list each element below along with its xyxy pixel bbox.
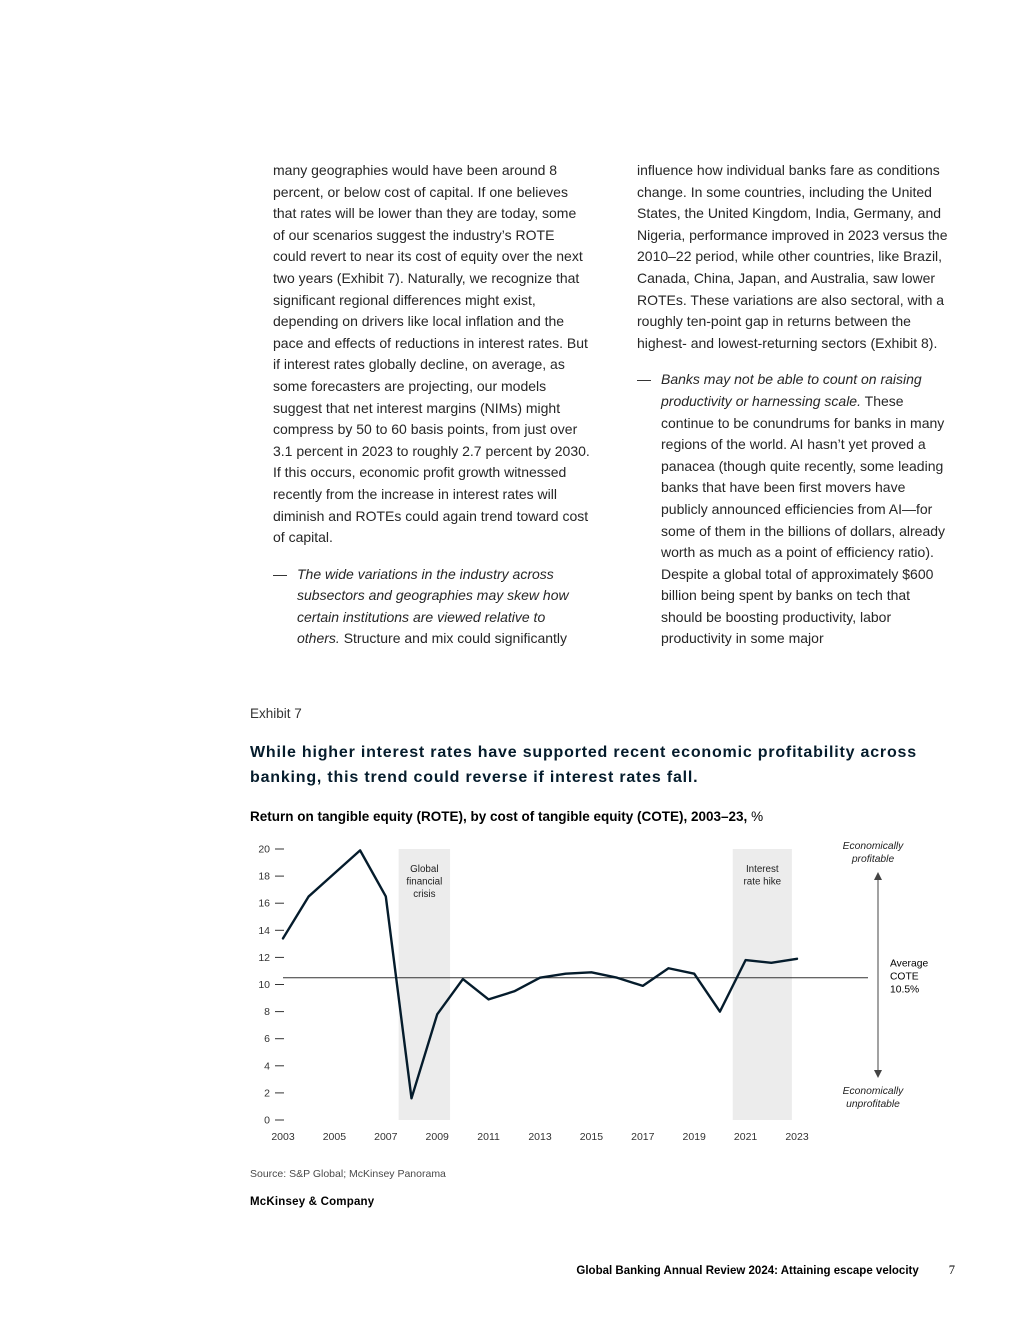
right-column [637, 160, 955, 650]
rote-cote-line-chart [250, 836, 960, 1148]
chart-subtitle [250, 809, 763, 824]
event-band [733, 849, 792, 1120]
x-tick-label: 2023 [785, 1131, 809, 1143]
y-tick-label: 16 [258, 897, 270, 910]
x-tick-label: 2003 [271, 1131, 295, 1143]
body-text-columns [273, 160, 955, 650]
event-band-label: Interest [745, 864, 779, 875]
annotation-economically-profitable: Economically [842, 841, 904, 852]
x-tick-label: 2011 [477, 1131, 500, 1143]
exhibit-label: Exhibit 7 [250, 706, 302, 721]
left-column [273, 160, 591, 650]
page-footer [250, 1263, 955, 1278]
y-tick-label: 10 [258, 979, 270, 991]
annotation-economically-unprofitable: unprofitable [846, 1099, 900, 1110]
average-cote-label: COTE [890, 971, 919, 983]
y-tick-label: 12 [258, 951, 270, 964]
bullet-rest: Structure and mix could significantly [339, 630, 568, 647]
chart-subtitle-unit: % [747, 809, 764, 824]
average-cote-label: Average [890, 958, 929, 970]
body-paragraph: many geographies would have been around 8 percent, or below cost of capital. If one believes that rates will be lower than they are today, some of our scenarios suggest the industry’s ROTE could revert to near its cost of equity over the next two years (Exhibit 7). Naturally, we recognize that significant regional differences might exist, depending on drivers like local inflation and the pace and effects of reductions in interest rates. But if interest rates globally decline, on average, as some forecasters are projecting, our models suggest that net interest margins (NIMs) might compress by 50 to 60 basis points, from just over 3.1 percent in 2023 to roughly 2.7 percent by 2030. If this occurs, economic profit growth witnessed recently from the increase in interest rates will diminish and ROTEs could again trend toward cost of capital. [273, 162, 590, 546]
annotation-economically-unprofitable: Economically [842, 1086, 904, 1097]
source-note: Source: S&P Global; McKinsey Panorama [250, 1168, 446, 1180]
arrow-down-head-icon [874, 1070, 882, 1078]
bullet-dash: — [273, 565, 287, 582]
bullet-lead-italic: The wide variations in the industry across subsectors and geographies may skew how certain institutions are viewed relative to others. [297, 565, 569, 647]
x-tick-label: 2013 [528, 1131, 552, 1143]
bullet-dash: — [637, 371, 651, 388]
y-tick-label: 20 [258, 843, 270, 856]
chart-subtitle-bold: Return on tangible equity (ROTE), by cost of tangible equity (COTE), 2003–23, [250, 809, 748, 824]
event-band-label: financial [406, 876, 443, 888]
y-tick-label: 4 [264, 1060, 270, 1073]
y-tick-label: 18 [258, 870, 270, 883]
bullet-rest: These continue to be conundrums for banks in many regions of the world. AI hasn’t yet proved a panacea (though quite recently, some leading banks that have been first movers have publicly announced efficiencies from AI—for some of them in the billions of dollars, already worth as much as a point of efficiency ratio). Despite a global total of approximately $600 billion being spent by banks on tech that should be boosting productivity, labor productivity in some major [661, 392, 946, 647]
arrow-up-head-icon [874, 872, 882, 880]
x-tick-label: 2005 [322, 1131, 347, 1143]
x-tick-label: 2019 [682, 1131, 706, 1143]
bullet-item [273, 564, 591, 650]
y-tick-label: 2 [264, 1087, 270, 1100]
x-tick-label: 2021 [733, 1131, 758, 1143]
y-tick-label: 0 [264, 1114, 270, 1127]
x-tick-label: 2017 [631, 1131, 655, 1143]
x-tick-label: 2015 [579, 1131, 604, 1143]
footer-page-number: 7 [948, 1263, 955, 1277]
body-paragraph: influence how individual banks fare as conditions change. In some countries, including the United States, the United Kingdom, India, Germany, and Nigeria, performance improved in 2023 versus the 2010–22 period, while other countries, like Brazil, Canada, China, Japan, and Australia, saw lower ROTEs. These variations are also sectoral, with a roughly ten-point gap in returns between the highest- and lowest-returning sectors (Exhibit 8). [637, 162, 948, 351]
bullet-text [661, 369, 955, 650]
footer-report-title: Global Banking Annual Review 2024: Attaining escape velocity [576, 1265, 919, 1277]
event-band-label: rate hike [743, 876, 782, 888]
average-cote-label: 10.5% [890, 984, 920, 996]
exhibit-title: While higher interest rates have supported recent economic profitability across banking, this trend could reverse if interest rates fall. [250, 744, 917, 786]
mckinsey-logo-text: McKinsey & Company [250, 1196, 375, 1208]
x-tick-label: 2007 [374, 1131, 398, 1143]
bullet-item [637, 369, 955, 650]
event-band-label: Global [410, 864, 439, 875]
y-tick-label: 14 [258, 924, 270, 937]
x-tick-label: 2009 [425, 1131, 449, 1143]
y-tick-label: 6 [264, 1033, 270, 1046]
bullet-lead-italic: Banks may not be able to count on raising productivity or harnessing scale. [661, 371, 922, 409]
rote-data-line [283, 850, 797, 1098]
annotation-economically-profitable: profitable [851, 854, 895, 865]
bullet-text [297, 564, 591, 650]
event-band-label: crisis [413, 889, 436, 900]
y-tick-label: 8 [264, 1006, 270, 1019]
